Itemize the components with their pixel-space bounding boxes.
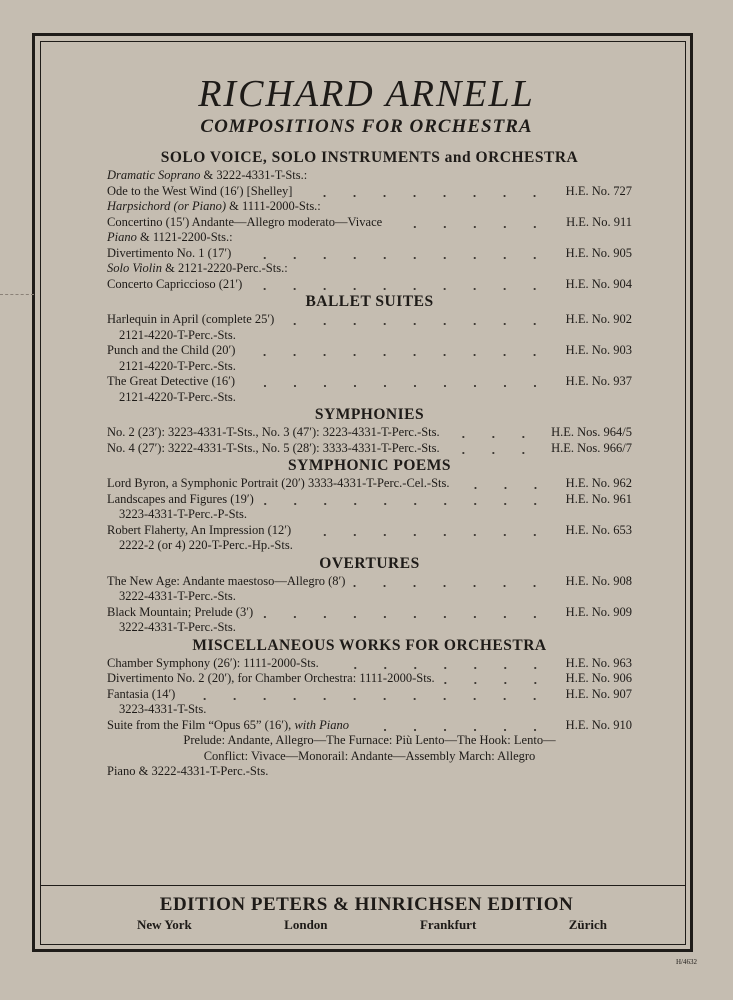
- list-item: [107, 733, 632, 749]
- list-item: [107, 425, 632, 441]
- work-text: 2222-2 (or 4) 220-T-Perc.-Hp.-Sts.: [119, 538, 293, 552]
- work-text: The New Age: Andante maestoso—Allegro (8′): [107, 573, 346, 588]
- work-title: [107, 574, 345, 590]
- dot-leader: [390, 215, 550, 231]
- catalog-section: [107, 456, 632, 554]
- list-item: [107, 589, 632, 605]
- work-text: Chamber Symphony (26′): 1111-2000-Sts.: [107, 655, 319, 670]
- edition-number: H.E. No. 961: [565, 491, 632, 506]
- section-heading: OVERTURES: [319, 554, 420, 572]
- instrumentation-soloist: Harpsichord (or Piano): [107, 199, 226, 213]
- list-item: [107, 184, 632, 200]
- dot-leader: [250, 277, 550, 293]
- dot-leader: [299, 523, 550, 539]
- edition-number: H.E. No. 903: [565, 343, 632, 357]
- work-title: [107, 328, 236, 344]
- section-heading: SYMPHONIC POEMS: [288, 457, 451, 474]
- edition-number: H.E. No. 910: [565, 717, 632, 732]
- list-item: [107, 671, 632, 687]
- edition-number: H.E. No. 905: [565, 245, 632, 260]
- list-item: [107, 199, 632, 215]
- instrumentation-soloist: Dramatic Soprano: [107, 168, 201, 182]
- catalog-section: [107, 636, 632, 780]
- list-item: [107, 702, 632, 718]
- edition-number: H.E. Nos. 964/5: [551, 425, 632, 439]
- instrumentation-soloist: Piano: [107, 230, 137, 244]
- work-text: 3222-4331-T-Perc.-Sts.: [119, 589, 236, 603]
- edition-number: H.E. No. 902: [565, 312, 632, 326]
- work-text: Concertino (15′) Andante—Allegro moderato—Vivace: [107, 214, 383, 229]
- list-item: [107, 215, 632, 231]
- list-item: [107, 687, 632, 703]
- list-item: [107, 749, 632, 765]
- work-text: Piano & 3222-4331-T-Perc.-Sts.: [107, 764, 269, 778]
- work-text: Landscapes and Figures (19′): [107, 491, 254, 506]
- work-text: & 3222-4331-T-Sts.:: [200, 168, 308, 182]
- section-heading: MISCELLANEOUS WORKS FOR ORCHESTRA: [192, 636, 547, 654]
- publisher-name: EDITION PETERS & HINRICHSEN EDITION: [159, 894, 574, 915]
- city: Frankfurt: [419, 917, 477, 932]
- dot-leader: [353, 574, 550, 590]
- work-title: [107, 538, 293, 554]
- dot-leader: [262, 492, 550, 508]
- dot-leader: [282, 312, 550, 328]
- catalog-section: [107, 554, 632, 636]
- list-item: [107, 718, 632, 734]
- work-title: [107, 425, 440, 441]
- city: London: [284, 917, 328, 932]
- work-text: 2121-4220-T-Perc.-Sts.: [119, 389, 236, 404]
- work-text: Divertimento No. 2 (20′), for Chamber Orchestra: 1111-2000-Sts.: [107, 671, 435, 685]
- catalog-section: [107, 148, 632, 292]
- edition-number: H.E. No. 962: [565, 476, 632, 490]
- list-item: [107, 359, 632, 375]
- page-subtitle: COMPOSITIONS FOR ORCHESTRA: [200, 116, 533, 137]
- work-title: [107, 359, 236, 375]
- edition-number: H.E. No. 963: [565, 655, 632, 670]
- list-item: [107, 605, 632, 621]
- dot-leader: [443, 671, 550, 687]
- dot-leader: [183, 687, 550, 703]
- work-title: [107, 277, 242, 293]
- work-title: [107, 312, 274, 328]
- list-item: [107, 523, 632, 539]
- work-title: [107, 605, 253, 621]
- list-item: [107, 168, 632, 184]
- list-item: [107, 476, 632, 492]
- edition-number: H.E. No. 653: [565, 522, 632, 537]
- work-text: Conflict: Vivace—Monorail: Andante—Assembly March: Allegro: [203, 748, 536, 763]
- list-item: [107, 507, 632, 523]
- work-title: [107, 702, 206, 718]
- dot-leader: [327, 656, 550, 672]
- work-title: [107, 671, 435, 687]
- dot-leader: [243, 343, 550, 359]
- dot-leader: [357, 718, 550, 734]
- catalog-content: [107, 148, 632, 780]
- city: New York: [137, 917, 192, 932]
- work-title: [107, 620, 236, 636]
- edition-number: H.E. No. 907: [565, 686, 632, 701]
- list-item: [107, 374, 632, 390]
- work-text: Fantasia (14′): [107, 686, 176, 701]
- work-text: 2121-4220-T-Perc.-Sts.: [119, 327, 236, 342]
- instrumentation-soloist: Solo Violin: [107, 261, 162, 275]
- dot-leader: [239, 246, 550, 262]
- work-title: [107, 168, 307, 184]
- dot-leader: [300, 184, 550, 200]
- work-title: [107, 230, 233, 246]
- work-text: Divertimento No. 1 (17′): [107, 245, 232, 260]
- publisher-cities: [137, 917, 607, 933]
- work-text: & 1111-2000-Sts.:: [225, 199, 321, 213]
- work-title: [107, 589, 236, 605]
- edition-number: H.E. No. 937: [565, 374, 632, 388]
- work-title: [107, 507, 247, 523]
- section-heading: SOLO VOICE, SOLO INSTRUMENTS and ORCHESTRA: [160, 149, 579, 166]
- list-item: [107, 261, 632, 277]
- work-text: The Great Detective (16′): [107, 374, 236, 388]
- dot-leader: [243, 374, 550, 390]
- catalog-section: [107, 405, 632, 456]
- work-text: Robert Flaherty, An Impression (12′): [107, 522, 292, 537]
- list-item: [107, 277, 632, 293]
- city: Zürich: [568, 917, 607, 932]
- list-item: [107, 328, 632, 344]
- section-heading: BALLET SUITES: [305, 293, 434, 310]
- work-text: Harlequin in April (complete 25′): [107, 312, 275, 326]
- work-text: Black Mountain; Prelude (3′): [107, 604, 254, 619]
- edition-number: H.E. No. 908: [565, 573, 632, 588]
- list-item: [107, 574, 632, 590]
- list-item: [107, 441, 632, 457]
- work-text: Suite from the Film “Opus 65” (16′),: [107, 717, 295, 732]
- work-text: Prelude: Andante, Allegro—The Furnace: Più Lento—The Hook: Lento—: [183, 733, 556, 747]
- catalog-section: [107, 292, 632, 405]
- list-item: [107, 620, 632, 636]
- catalog-code: H/4632: [676, 958, 697, 966]
- edition-number: H.E. No. 904: [565, 276, 632, 291]
- page-title: RICHARD ARNELL: [198, 73, 535, 115]
- margin-mark: [0, 294, 34, 295]
- work-title: [107, 374, 235, 390]
- edition-number: H.E. No. 906: [565, 671, 632, 685]
- work-text: Ode to the West Wind (16′) [Shelley]: [107, 183, 293, 198]
- work-text: Concerto Capriccioso (21′): [107, 276, 243, 291]
- work-text: & 2121-2220-Perc.-Sts.:: [161, 261, 288, 275]
- dot-leader: [448, 425, 538, 441]
- work-title: [107, 764, 268, 780]
- list-item: [107, 538, 632, 554]
- work-text: & 1121-2200-Sts.:: [136, 230, 233, 244]
- work-title: [107, 441, 440, 457]
- list-item: [107, 656, 632, 672]
- work-title: [107, 390, 236, 406]
- work-title: [107, 492, 254, 508]
- work-title: [107, 215, 382, 231]
- edition-number: H.E. No. 909: [565, 604, 632, 619]
- edition-number: H.E. Nos. 966/7: [551, 440, 632, 455]
- work-title: [107, 261, 288, 277]
- section-heading: SYMPHONIES: [314, 406, 425, 423]
- work-text: 3223-4331-T-Sts.: [119, 702, 207, 716]
- work-title: [183, 733, 555, 749]
- work-text: Punch and the Child (20′): [107, 343, 236, 357]
- work-title: [107, 718, 349, 734]
- list-item: [107, 343, 632, 359]
- work-title: [107, 687, 175, 703]
- work-title: [107, 184, 292, 200]
- work-text: No. 4 (27′): 3222-4331-T-Sts., No. 5 (28′): 3333-4331-T-Perc.-Sts.: [107, 440, 440, 455]
- list-item: [107, 492, 632, 508]
- work-title: [107, 246, 231, 262]
- work-title: [107, 656, 319, 672]
- list-item: [107, 230, 632, 246]
- work-title: [204, 749, 536, 765]
- work-title: [107, 523, 291, 539]
- list-item: [107, 312, 632, 328]
- work-title: [107, 476, 450, 492]
- work-text: No. 2 (23′): 3223-4331-T-Sts., No. 3 (47′): 3223-4331-T-Perc.-Sts.: [107, 425, 440, 439]
- edition-number: H.E. No. 727: [565, 183, 632, 198]
- dot-leader: [261, 605, 550, 621]
- work-text: Lord Byron, a Symphonic Portrait (20′) 3333-4331-T-Perc.-Cel.-Sts.: [107, 476, 450, 490]
- dot-leader: [448, 441, 538, 457]
- work-text: 3222-4331-T-Perc.-Sts.: [119, 620, 236, 634]
- work-title: [107, 199, 321, 215]
- work-title: [107, 343, 235, 359]
- dot-leader: [458, 476, 550, 492]
- list-item: [107, 246, 632, 262]
- list-item: [107, 764, 632, 780]
- edition-number: H.E. No. 911: [566, 214, 632, 229]
- work-text: 2121-4220-T-Perc.-Sts.: [119, 358, 236, 373]
- footer-divider: [40, 885, 686, 886]
- work-text: 3223-4331-T-Perc.-P-Sts.: [119, 507, 248, 521]
- list-item: [107, 390, 632, 406]
- work-note: with Piano: [294, 717, 349, 732]
